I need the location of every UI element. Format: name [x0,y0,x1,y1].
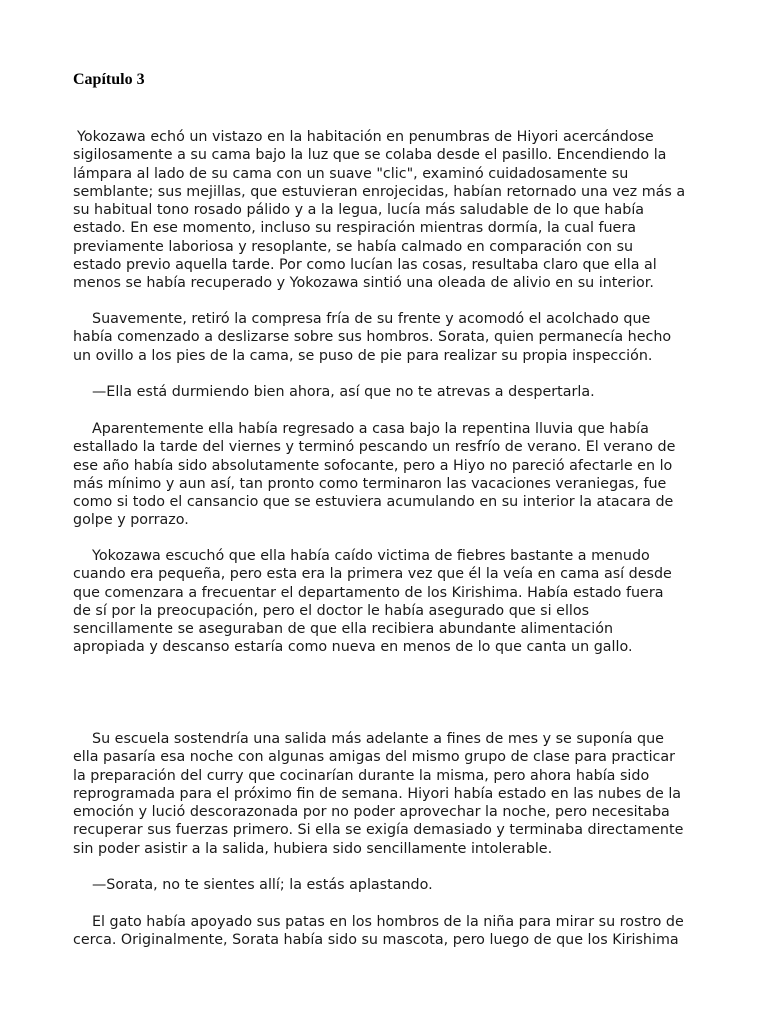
text-line: apropiada y descanso estaría como nueva en menos de lo que canta un gallo. [73,639,633,656]
text-line: menos se había recuperado y Yokozawa sintió una oleada de alivio en su interior. [73,275,654,292]
text-line: como si todo el cansancio que se estuviera acumulando en su interior la atacara de [73,494,674,511]
text-line: cuando era pequeña, pero esta era la primera vez que él la veía en cama así desde [73,566,672,583]
text-line: había comenzado a deslizarse sobre sus hombros. Sorata, quien permanecía hecho [73,329,672,346]
text-line: cerca. Originalmente, Sorata había sido su mascota, pero luego de que los Kirishima [73,932,679,949]
text-line: Aparentemente ella había regresado a casa bajo la repentina lluvia que había [92,421,649,437]
paragraph-3-dialogue [73,383,697,401]
text-line: El gato había apoyado sus patas en los hombros de la niña para mirar su rostro de [92,914,684,930]
text-line: de sí por la preocupación, pero el doctor le había asegurado que si ellos [73,602,590,619]
text-line: —Ella está durmiendo bien ahora, así que no te atrevas a despertarla. [92,384,595,400]
paragraph-1 [73,128,697,293]
text-line: ella pasaría esa noche con algunas amigas del mismo grupo de clase para practicar [73,749,676,766]
text-line: estado. En ese momento, incluso su respiración mientras dormía, la cual fuera [73,220,636,237]
text-line: Yokozawa escuchó que ella había caído victima de fiebres bastante a menudo [92,548,650,564]
text-line: su habitual tono rosado pálido y a la legua, lucía más saludable de lo que había [73,202,645,219]
text-line: estallado la tarde del viernes y terminó pescando un resfrío de verano. El verano de [73,439,676,456]
text-line: emoción y lució descorazonada por no poder aprovechar la noche, pero necesitaba [73,804,670,821]
text-line: —Sorata, no te sientes allí; la estás aplastando. [92,877,433,893]
text-line: que comenzara a frecuentar el departamento de los Kirishima. Había estado fuera [73,584,664,601]
paragraph-2 [73,310,697,365]
text-line: sin poder asistir a la salida, hubiera sido sencillamente intolerable. [73,840,553,857]
text-line: previamente laboriosa y resoplante, se había calmado en comparación con su [73,238,634,255]
paragraph-4 [73,420,697,530]
text-line: recuperar sus fuerzas primero. Si ella se exigía demasiado y terminaba directamente [73,822,684,839]
paragraph-6 [73,730,697,858]
text-line: lámpara al lado de su cama con un suave "clic", examinó cuidadosamente su [73,165,629,182]
text-line: golpe y porrazo. [73,512,189,529]
text-line: la preparación del curry que cocinarían durante la misma, pero ahora había sido [73,767,650,784]
text-line: Su escuela sostendría una salida más adelante a fines de mes y se suponía que [92,731,664,747]
text-line: semblante; sus mejillas, que estuvieran enrojecidas, habían retornado una vez más a [73,183,686,200]
paragraph-5 [73,547,697,657]
text-line: sencillamente se aseguraban de que ella recibiera abundante alimentación [73,621,614,638]
text-line: más mínimo y aun así, tan pronto como terminaron las vacaciones veraniegas, fue [73,475,667,492]
text-line: Yokozawa echó un vistazo en la habitación en penumbras de Hiyori acercándose [77,129,654,145]
text-line: estado previo aquella tarde. Por como lucían las cosas, resultaba claro que ella al [73,257,657,274]
paragraph-7-dialogue [73,876,697,894]
text-line: sigilosamente a su cama bajo la luz que se colaba desde el pasillo. Encendiendo la [73,147,667,164]
chapter-title: Capítulo 3 [73,71,145,88]
text-line: Suavemente, retiró la compresa fría de su frente y acomodó el acolchado que [92,311,651,327]
text-line: ese año había sido absolutamente sofocante, pero a Hiyo no pareció afectarle en lo [73,457,673,474]
text-line: reprogramada para el próximo fin de semana. Hiyori había estado en las nubes de la [73,785,682,802]
paragraph-8 [73,913,697,950]
text-line: un ovillo a los pies de la cama, se puso de pie para realizar su propia inspección. [73,347,653,364]
